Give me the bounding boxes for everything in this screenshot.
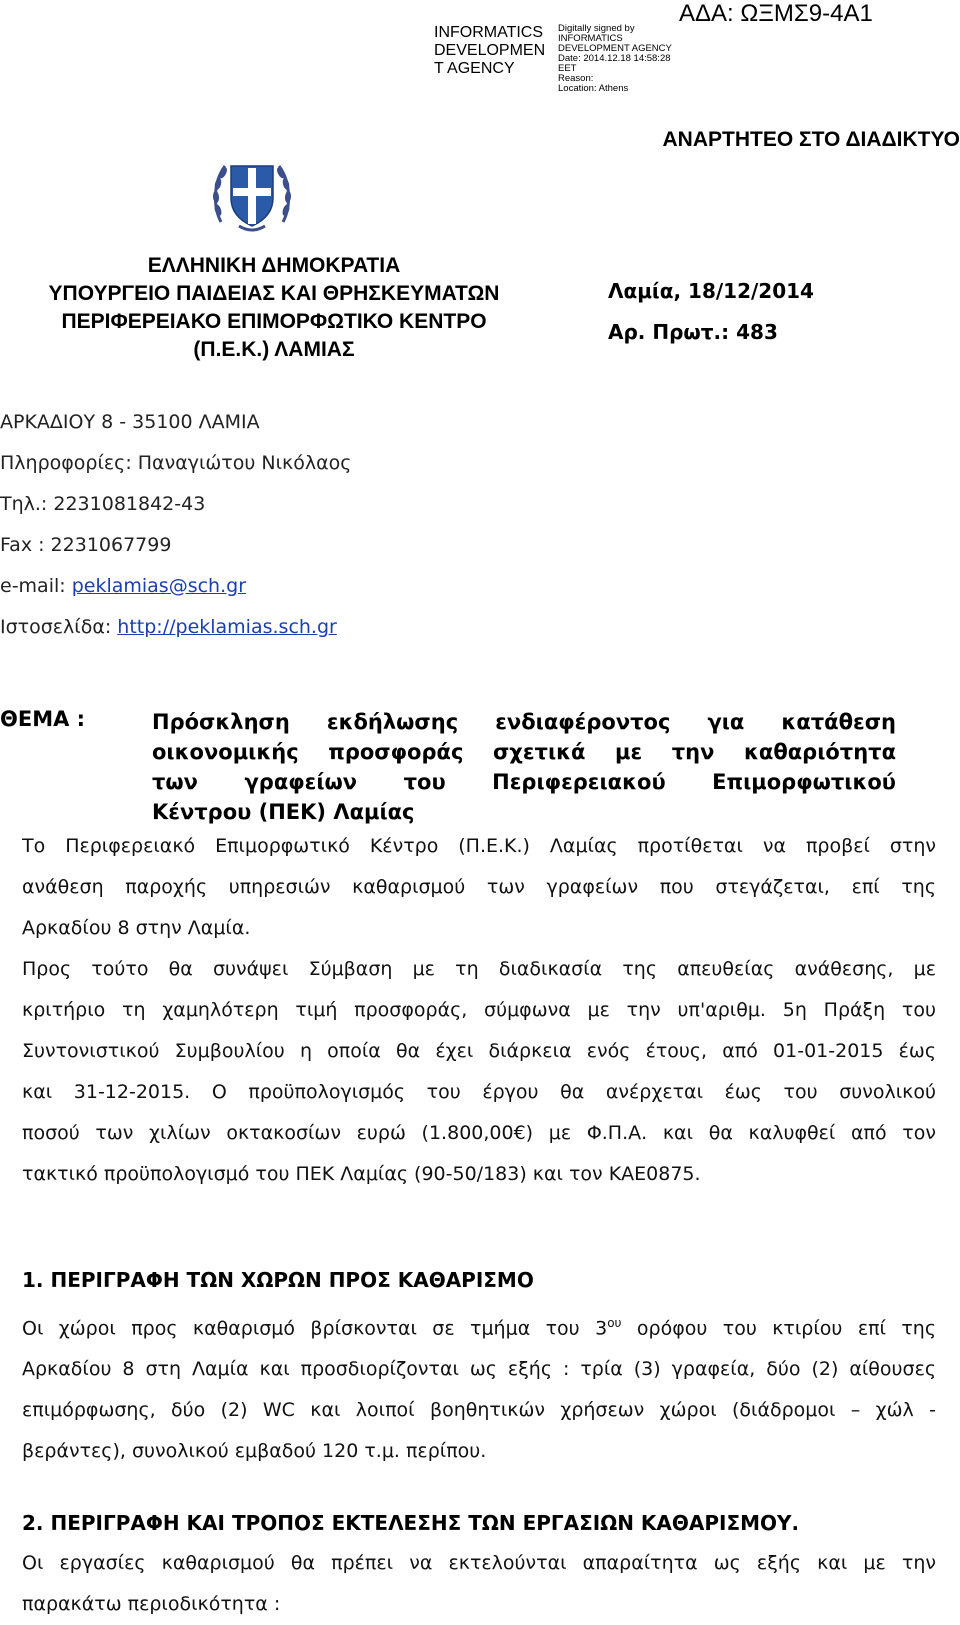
subject-text bbox=[152, 707, 896, 827]
paragraph-line: παρακάτω περιοδικότητα : bbox=[22, 1584, 936, 1625]
paragraph-line: Οι εργασίες καθαρισμού θα πρέπει να εκτελούνται απαραίτητα ως εξής και με την bbox=[22, 1543, 936, 1584]
signature-name-line: INFORMATICS bbox=[434, 24, 545, 42]
paragraph-line: ανάθεση παροχής υπηρεσιών καθαρισμού των γραφείων που στεγάζεται, επί της bbox=[22, 867, 936, 908]
posting-notice: ΑΝΑΡΤΗΤΕΟ ΣΤΟ ΔΙΑΔΙΚΤΥΟ bbox=[663, 128, 960, 152]
website-label: Ιστοσελίδα: bbox=[0, 616, 117, 638]
fax: Fax : 2231067799 bbox=[0, 525, 351, 566]
paragraph-line: και 31-12-2015. Ο προϋπολογισμός του έργου θα ανέρχεται έως του συνολικού bbox=[22, 1072, 936, 1113]
greek-coat-of-arms-icon bbox=[209, 152, 295, 238]
signature-detail-line: Reason: bbox=[558, 74, 672, 84]
contact-block bbox=[0, 402, 351, 648]
subject-label: ΘΕΜΑ : bbox=[0, 707, 85, 731]
intro-paragraph bbox=[22, 826, 936, 949]
paragraph-text: Οι χώροι προς καθαρισμό βρίσκονται σε τμήμα του 3 bbox=[22, 1317, 607, 1339]
signature-name-line: T AGENCY bbox=[434, 60, 545, 78]
signature-detail-line: EET bbox=[558, 64, 672, 74]
subject-line: οικονομικής προσφοράς σχετικά με την καθαριότητα bbox=[152, 737, 896, 767]
organization-line: (Π.Ε.Κ.) ΛΑΜΙΑΣ bbox=[0, 336, 548, 364]
paragraph-line: βεράντες), συνολικού εμβαδού 120 τ.μ. περίπου. bbox=[22, 1431, 936, 1472]
address: ΑΡΚΑΔΙΟΥ 8 - 35100 ΛΑΜΙΑ bbox=[0, 402, 351, 443]
website-row bbox=[0, 607, 351, 648]
signature-detail-line: DEVELOPMENT AGENCY bbox=[558, 44, 672, 54]
paragraph-line: κριτήριο τη χαμηλότερη τιμή προσφοράς, σύμφωνα με την υπ'αριθμ. 5η Πράξη του bbox=[22, 990, 936, 1031]
paragraph-line: επιμόρφωσης, δύο (2) WC και λοιποί βοηθητικών χρήσεων χώροι (διάδρομοι – χώλ - bbox=[22, 1390, 936, 1431]
phone: Τηλ.: 2231081842-43 bbox=[0, 484, 351, 525]
section-2-heading: 2. ΠΕΡΙΓΡΑΦΗ ΚΑΙ ΤΡΟΠΟΣ ΕΚΤΕΛΕΣΗΣ ΤΩΝ ΕΡΓΑΣΙΩΝ ΚΑΘΑΡΙΣΜΟΥ. bbox=[22, 1511, 799, 1535]
signature-name-line: DEVELOPMEN bbox=[434, 42, 545, 60]
paragraph-line: Αρκαδίου 8 στη Λαμία και προσδιορίζονται ως εξής : τρία (3) γραφεία, δύο (2) αίθουσες bbox=[22, 1349, 936, 1390]
ada-code: ΑΔΑ: ΩΞΜΣ9-4Α1 bbox=[679, 0, 873, 28]
organization-line: ΕΛΛΗΝΙΚΗ ΔΗΜΟΚΡΑΤΙΑ bbox=[0, 252, 548, 280]
section-1-paragraph bbox=[22, 1303, 936, 1472]
email-row bbox=[0, 566, 351, 607]
section-1-heading: 1. ΠΕΡΙΓΡΑΦΗ ΤΩΝ ΧΩΡΩΝ ΠΡΟΣ ΚΑΘΑΡΙΣΜΟ bbox=[22, 1268, 534, 1292]
paragraph-line bbox=[22, 1303, 936, 1349]
subject-line: Κέντρου (ΠΕΚ) Λαμίας bbox=[152, 797, 896, 827]
paragraph-line: Αρκαδίου 8 στην Λαμία. bbox=[22, 908, 936, 949]
signature-detail-line: Digitally signed by bbox=[558, 24, 672, 34]
signature-detail-line: INFORMATICS bbox=[558, 34, 672, 44]
protocol-number: Αρ. Πρωτ.: 483 bbox=[608, 320, 778, 344]
subject-line: Πρόσκληση εκδήλωσης ενδιαφέροντος για κατάθεση bbox=[152, 707, 896, 737]
email-link[interactable]: peklamias@sch.gr bbox=[72, 575, 246, 597]
organization-header bbox=[0, 252, 548, 364]
paragraph-text: ορόφου του κτιρίου επί της bbox=[621, 1317, 936, 1339]
signature-detail-line: Location: Athens bbox=[558, 84, 672, 94]
website-link[interactable]: http://peklamias.sch.gr bbox=[117, 616, 337, 638]
section-2-paragraph bbox=[22, 1543, 936, 1625]
organization-line: ΠΕΡΙΦΕΡΕΙΑΚΟ ΕΠΙΜΟΡΦΩΤΙΚΟ ΚΕΝΤΡΟ bbox=[0, 308, 548, 336]
superscript: ου bbox=[607, 1316, 621, 1330]
paragraph-line: Συντονιστικού Συμβουλίου η οποία θα έχει διάρκεια ενός έτους, από 01-01-2015 έως bbox=[22, 1031, 936, 1072]
paragraph-line: τακτικό προϋπολογισμό του ΠΕΚ Λαμίας (90-50/183) και τον ΚΑΕ0875. bbox=[22, 1154, 936, 1195]
signature-name bbox=[434, 24, 545, 78]
subject-line: των γραφείων του Περιφερειακού Επιμορφωτικού bbox=[152, 767, 896, 797]
contract-paragraph bbox=[22, 949, 936, 1195]
paragraph-line: ποσού των χιλίων οκτακοσίων ευρώ (1.800,00€) με Φ.Π.Α. και θα καλυφθεί από τον bbox=[22, 1113, 936, 1154]
email-label: e-mail: bbox=[0, 575, 72, 597]
signature-detail-line: Date: 2014.12.18 14:58:28 bbox=[558, 54, 672, 64]
place-date: Λαμία, 18/12/2014 bbox=[608, 279, 814, 303]
paragraph-line: Το Περιφερειακό Επιμορφωτικό Κέντρο (Π.Ε.Κ.) Λαμίας προτίθεται να προβεί στην bbox=[22, 826, 936, 867]
contact-person: Πληροφορίες: Παναγιώτου Νικόλαος bbox=[0, 443, 351, 484]
paragraph-line: Προς τούτο θα συνάψει Σύμβαση με τη διαδικασία της απευθείας ανάθεσης, με bbox=[22, 949, 936, 990]
signature-details bbox=[558, 24, 672, 94]
organization-line: ΥΠΟΥΡΓΕΙΟ ΠΑΙΔΕΙΑΣ ΚΑΙ ΘΡΗΣΚΕΥΜΑΤΩΝ bbox=[0, 280, 548, 308]
